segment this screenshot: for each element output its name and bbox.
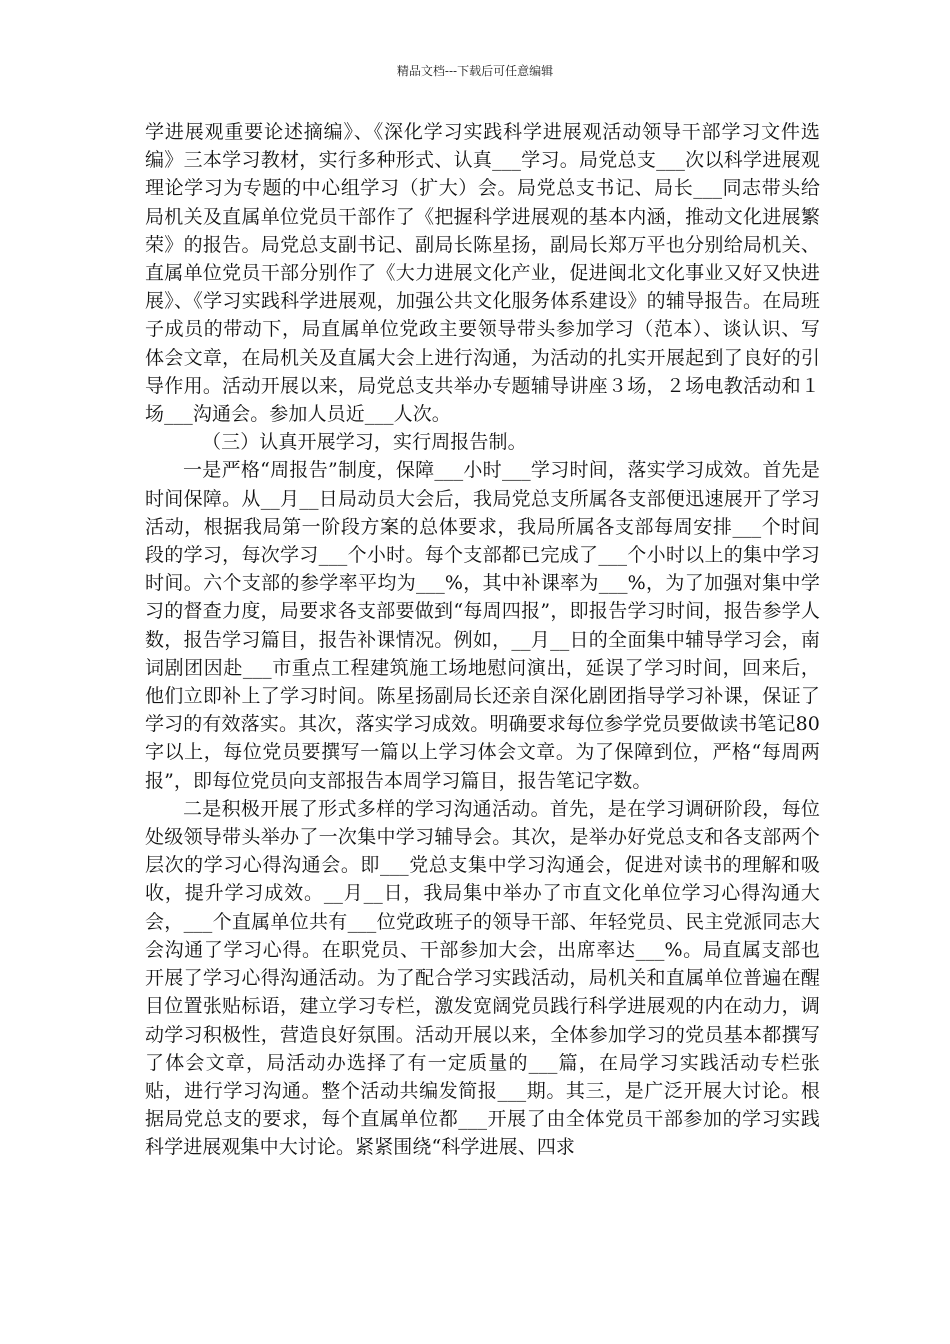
document-body [145,118,820,1162]
section-heading: （三）认真开展学习，实行周报告制。 [202,431,527,454]
paragraph-weekly-report: 一是严格“周报告”制度，保障___小时___学习时间，落实学习成效。首先是时间保障。从__月__日局动员大会后，我局党总支所属各支部便迅速展开了学习活动，根据我局第一阶段方案的总体要求，我局所属各支部每周安排___个时间段的学习，每次学习___个小时。每个支部都已完成了___个小时以上的集中学习时间。六个支部的参学率平均为___%，其中补课率为___%，为了加强对集中学习的督查力度，局要求各支部要做到“每周四报”，即报告学习时间，报告参学人数，报告学习篇目，报告补课情况。例如，__月__日的全面集中辅导学习会，南词剧团因赴___市重点工程建筑施工场地慰问演出，延误了学习时间，回来后，他们立即补上了学习时间。陈星扬副局长还亲自深化剧团指导学习补课，保证了学习的有效落实。其次，落实学习成效。明确要求每位参学党员要做读书笔记80字以上，每位党员要撰写一篇以上学习体会文章。为了保障到位，严格“每周两报”，即每位党员向支部报告本周学习篇目，报告笔记字数。 [145,459,820,792]
page-header: 精品文档---下载后可任意编辑 [396,64,554,78]
paragraph-continued: 学进展观重要论述摘编》、《深化学习实践科学进展观活动领导干部学习文件选编》三本学习教材，实行多种形式、认真___学习。局党总支___次以科学进展观理论学习为专题的中心组学习（扩大）会。局党总支书记、局长___同志带头给局机关及直属单位党员干部作了《把握科学进展观的基本内涵，推动文化进展繁荣》的报告。局党总支副书记、副局长陈星扬，副局长郑万平也分别给局机关、直属单位党员干部分别作了《大力进展文化产业，促进闽北文化事业又好又快进展》、《学习实践科学进展观，加强公共文化服务体系建设》的辅导报告。在局班子成员的带动下，局直属单位党政主要领导带头参加学习（范本）、谈认识、写体会文章，在局机关及直属大会上进行沟通，为活动的扎实开展起到了良好的引导作用。活动开展以来，局党总支共举办专题辅导讲座３场，２场电教活动和１场___沟通会。参加人员近___人次。 [145,121,820,426]
paragraph-exchange-activities: 二是积极开展了形式多样的学习沟通活动。首先，是在学习调研阶段，每位处级领导带头举办了一次集中学习辅导会。其次，是举办好党总支和各支部两个层次的学习心得沟通会。即___党总支集中学习沟通会，促进对读书的理解和吸收，提升学习成效。__月__日，我局集中举办了市直文化单位学习心得沟通大会，___个直属单位共有___位党政班子的领导干部、年轻党员、民主党派同志大会沟通了学习心得。在职党员、干部参加大会，出席率达___%。局直属支部也开展了学习心得沟通活动。为了配合学习实践活动，局机关和直属单位普遍在醒目位置张贴标语，建立学习专栏，激发宽阔党员践行科学进展观的内在动力，调动学习积极性，营造良好氛围。活动开展以来，全体参加学习的党员基本都撰写了体会文章，局活动办选择了有一定质量的___篇，在局学习实践活动专栏张贴，进行学习沟通。整个活动共编发简报___期。其三，是广泛开展大讨论。根据局党总支的要求，每个直属单位都___开展了由全体党员干部参加的学习实践科学进展观集中大讨论。紧紧围绕“科学进展、四求 [145,797,820,1159]
